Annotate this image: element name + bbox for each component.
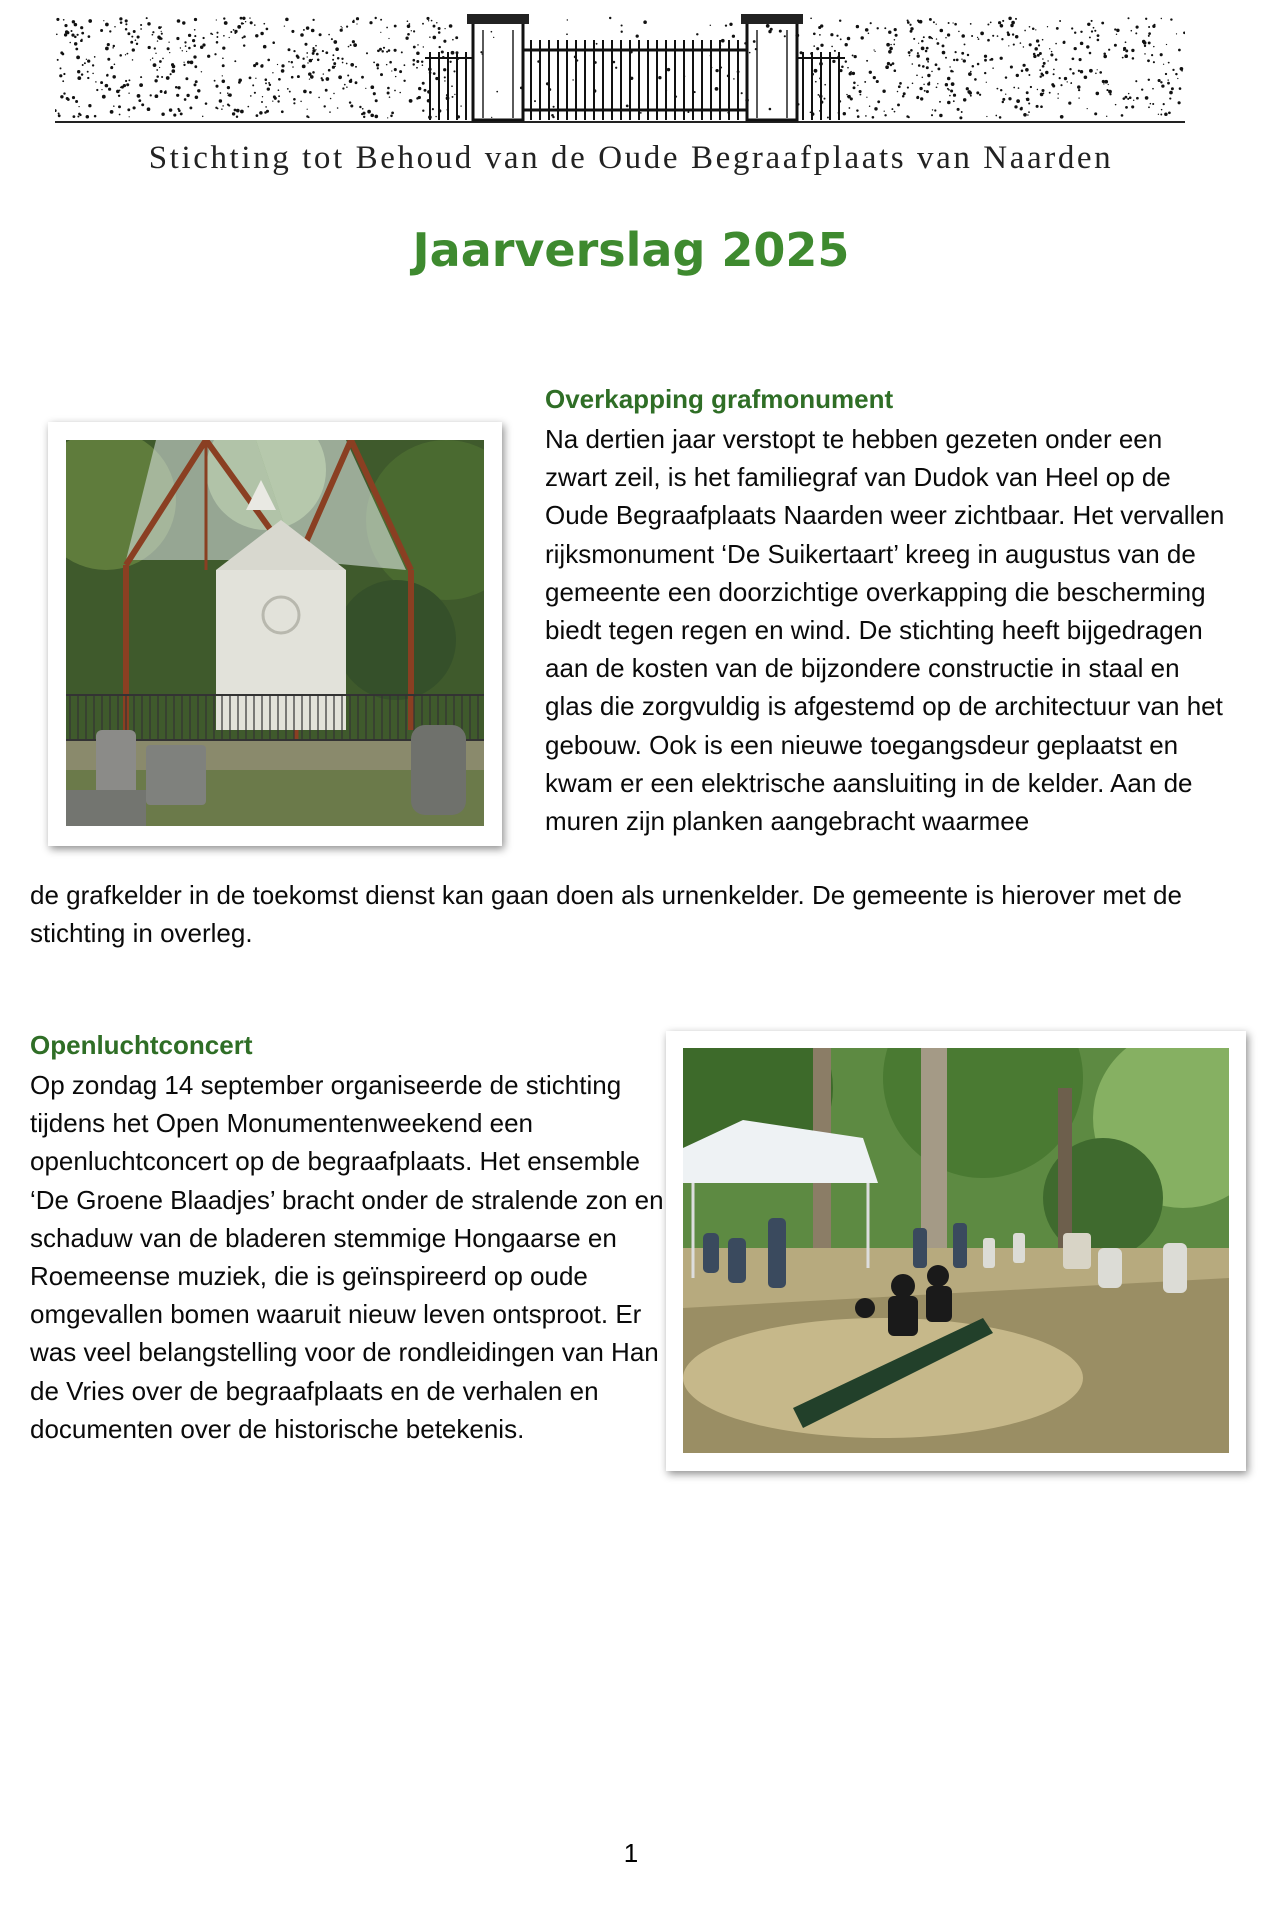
- grave-monument-image: [66, 440, 484, 826]
- page-number: 1: [623, 1838, 639, 1868]
- page-title: Jaarverslag 2025: [412, 223, 850, 277]
- section-heading-openluchtconcert: Openluchtconcert: [30, 1030, 253, 1060]
- grave-monument-photo: [48, 422, 502, 846]
- section-body-overkapping-continued: de grafkelder in de toekomst dienst kan gaan doen als urnenkelder. De gemeente is hierover met de stichting in overleg.: [30, 880, 1182, 949]
- concert-image: [683, 1048, 1229, 1453]
- section-body-overkapping: Na dertien jaar verstopt te hebben gezeten onder een zwart zeil, is het familiegraf van Dudok van Heel op de Oude Begraafplaats Naarden weer zichtbaar. Het vervallen rijksmonument ‘De Suikertaart’ kreeg in augustus van de gemeente een doorzichtige overkapping die bescherming biedt tegen regen en wind. De stichting heeft bijgedragen aan de kosten van de bijzondere constructie in staal en glas die zorgvuldig is afgestemd op de architectuur van het gebouw. Ook is een nieuwe toegangsdeur geplaatst en kwam er een elektrische aansluiting in de kelder. Aan de muren zijn planken aangebracht waarmee: [545, 424, 1225, 837]
- section-body-openluchtconcert: Op zondag 14 september organiseerde de stichting tijdens het Open Monumentenweekend een openluchtconcert op de begraafplaats. Het ensemble ‘De Groene Blaadjes’ bracht onder de stralende zon en schaduw van de bladeren stemmige Hongaarse en Roemeense muziek, die is geïnspireerd op oude omgevallen bomen waaruit nieuw leven ontsproot. Er was veel belangstelling voor de rondleidingen van Han de Vries over de begraafplaats en de verhalen en documenten over de historische betekenis.: [30, 1070, 664, 1444]
- cemetery-gate-engraving: [55, 10, 1185, 130]
- section-heading-overkapping: Overkapping grafmonument: [545, 384, 894, 414]
- concert-photo: [666, 1031, 1246, 1471]
- organization-name: Stichting tot Behoud van de Oude Begraafplaats van Naarden: [148, 140, 1114, 176]
